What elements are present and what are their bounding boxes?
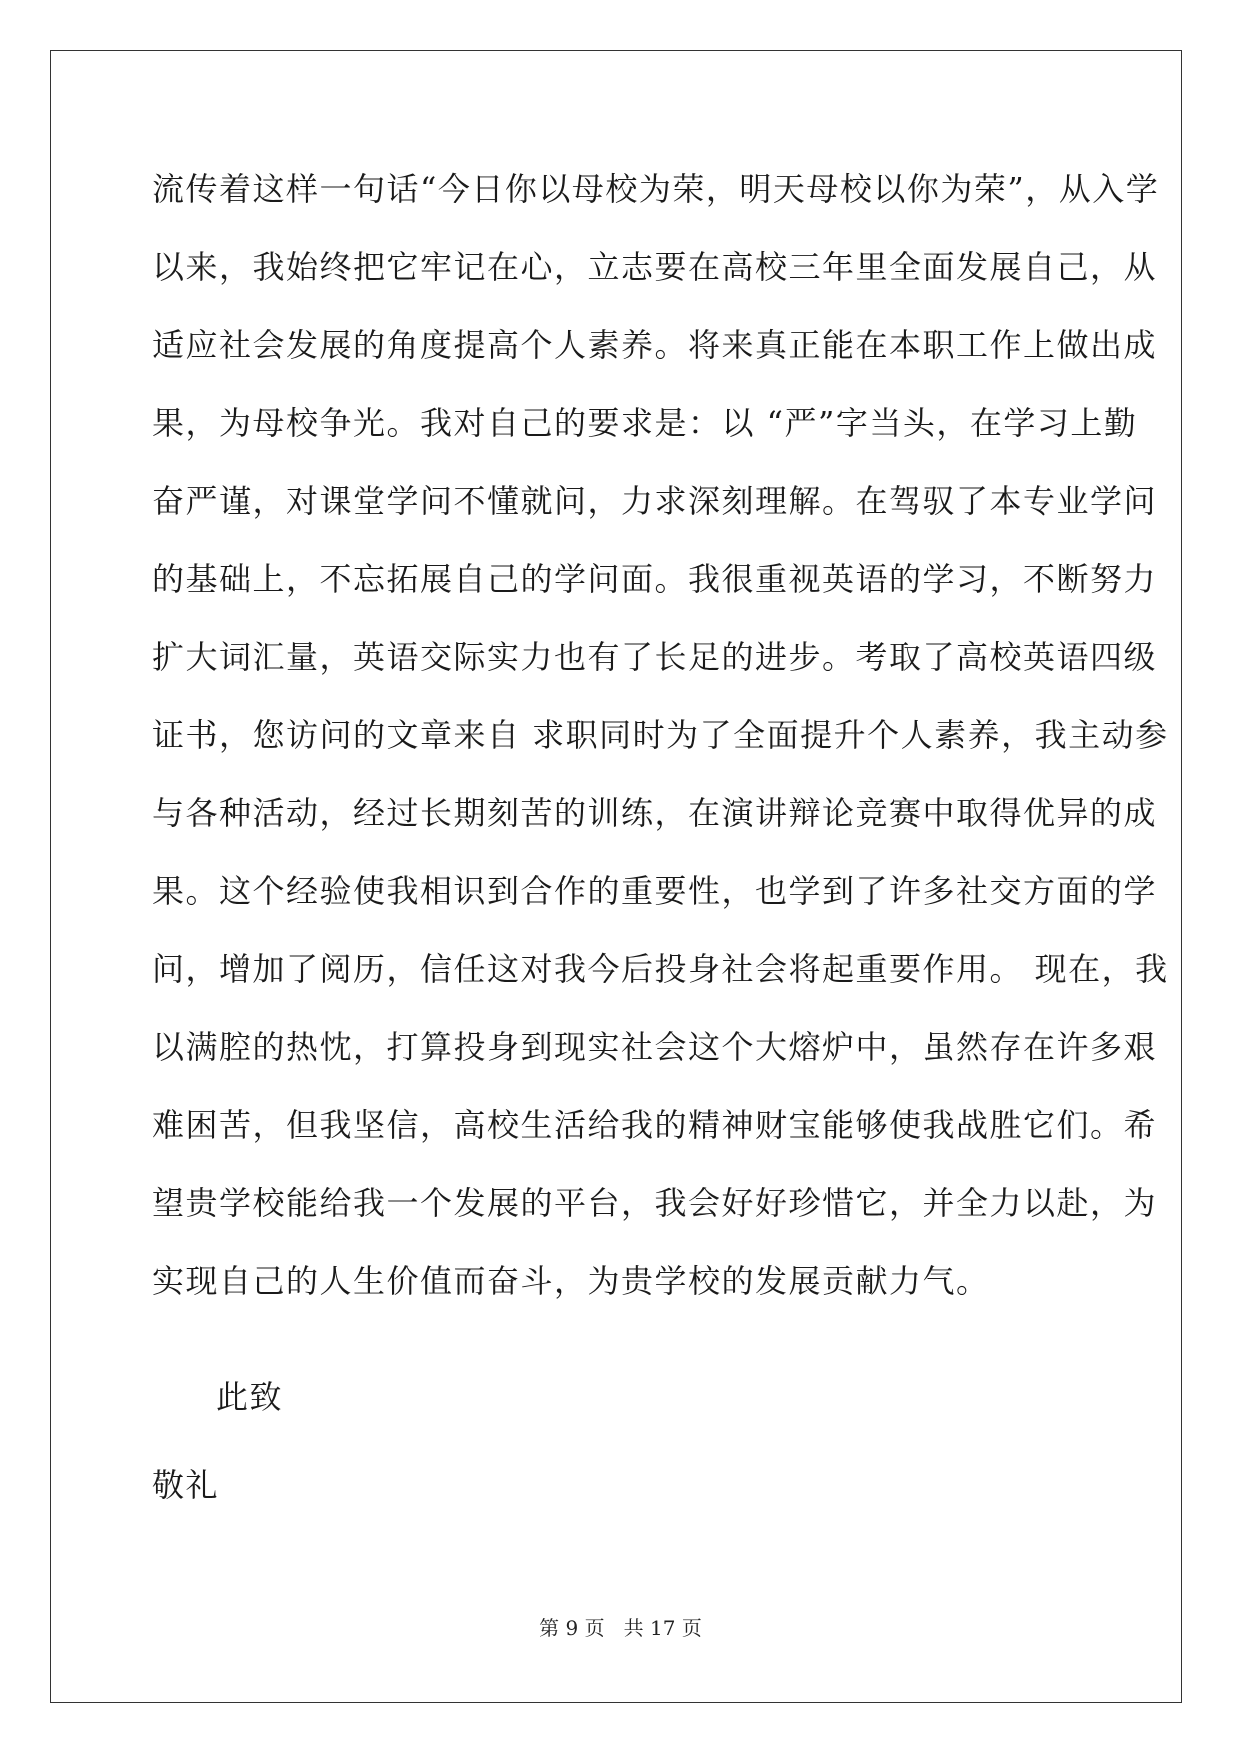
body-line: 问，增加了阅历，信任这对我今后投身社会将起重要作用。 现在，我	[152, 950, 1169, 988]
body-line: 适应社会发展的角度提高个人素养。将来真正能在本职工作上做出成	[152, 326, 1158, 364]
page-total: 共 17 页	[623, 1616, 702, 1640]
body-line: 难困苦，但我坚信，高校生活给我的精神财宝能够使我战胜它们。希	[152, 1106, 1158, 1144]
body-line: 的基础上，不忘拓展自己的学问面。我很重视英语的学习，不断努力	[152, 560, 1158, 598]
closing-salutation: 此致	[216, 1378, 284, 1416]
body-line: 实现自己的人生价值而奋斗，为贵学校的发展贡献力气。	[152, 1262, 990, 1300]
body-line: 流传着这样一句话“今日你以母校为荣，明天母校以你为荣”，从入学	[152, 170, 1160, 208]
body-line: 以满腔的热忱，打算投身到现实社会这个大熔炉中，虽然存在许多艰	[152, 1028, 1158, 1066]
body-line: 奋严谨，对课堂学问不懂就问，力求深刻理解。在驾驭了本专业学问	[152, 482, 1158, 520]
page-footer	[0, 1612, 1241, 1641]
body-line: 果。这个经验使我相识到合作的重要性，也学到了许多社交方面的学	[152, 872, 1158, 910]
page-number: 第 9 页	[539, 1616, 605, 1640]
body-line: 果，为母校争光。我对自己的要求是：以 “严”字当头，在学习上勤	[152, 404, 1138, 442]
letter-body	[152, 160, 1169, 1330]
body-line: 以来，我始终把它牢记在心，立志要在高校三年里全面发展自己，从	[152, 248, 1158, 286]
body-line: 与各种活动，经过长期刻苦的训练，在演讲辩论竞赛中取得优异的成	[152, 794, 1158, 832]
body-line: 证书，您访问的文章来自 求职同时为了全面提升个人素养，我主动参	[152, 716, 1169, 754]
closing-regards: 敬礼	[152, 1466, 220, 1504]
body-line: 扩大词汇量，英语交际实力也有了长足的进步。考取了高校英语四级	[152, 638, 1158, 676]
body-line: 望贵学校能给我一个发展的平台，我会好好珍惜它，并全力以赴，为	[152, 1184, 1158, 1222]
